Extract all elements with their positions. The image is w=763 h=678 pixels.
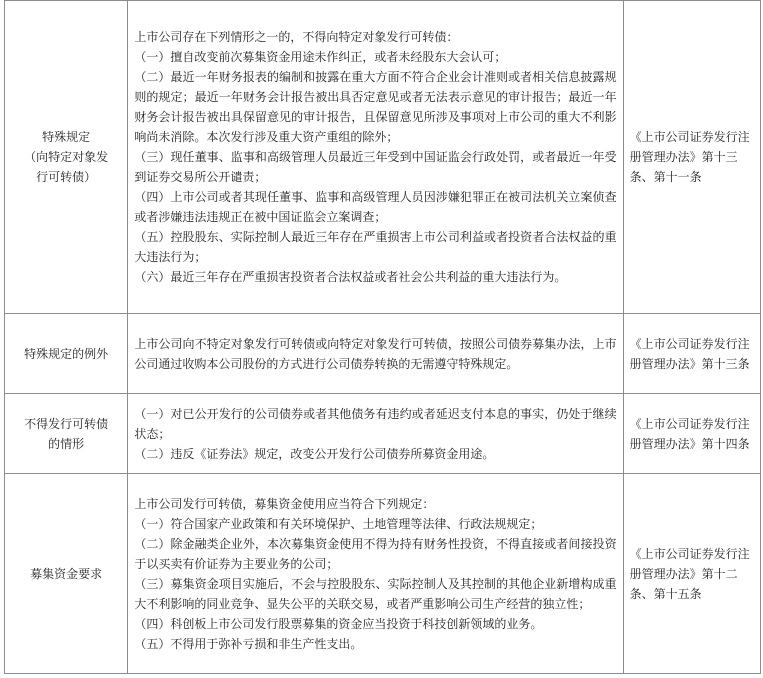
category-line: 行可转债） — [36, 170, 97, 184]
category-line: 募集资金要求 — [30, 566, 103, 581]
table-row — [5, 474, 761, 674]
table-row — [5, 1, 761, 314]
content-paragraph: （六）最近三年存在严重损害投资者合法权益或者社会公共利益的重大违法行为。 — [134, 270, 567, 284]
content-paragraph: （三）募集资金项目实施后，不会与控股股东、实际控制人及其控制的其他企业新增构成重大不利影响的同业竞争、显失公平的关联交易，或者严重影响公司生产经营的独立性； — [134, 576, 617, 611]
content-paragraph: （一）对已公开发行的公司债券或者其他债务有违约或者延迟支付本息的事实，仍处于继续状态； — [134, 406, 617, 441]
source-cell: 《上市公司证券发行注册管理办法》第十二条、第十五条 — [623, 474, 760, 674]
category-line: 不得发行可转债 — [24, 416, 109, 431]
content-paragraph: （五）不得用于弥补亏损和非生产性支出。 — [134, 636, 363, 651]
content-cell — [128, 314, 623, 394]
content-paragraph: （一）擅自改变前次募集资金用途未作纠正，或者未经股东大会认可； — [134, 50, 507, 64]
source-cell: 《上市公司证券发行注册管理办法》第十四条 — [623, 394, 760, 474]
content-paragraph: （四）科创板上市公司发行股票募集的资金应当投资于科技创新领域的业务。 — [134, 616, 543, 631]
category-line: （向特定对象发 — [24, 150, 109, 164]
source-cell: 《上市公司证券发行注册管理办法》第十三条、第十一条 — [623, 1, 760, 314]
category-line: 特殊规定 — [42, 130, 91, 144]
content-cell — [128, 1, 623, 314]
category-cell — [5, 1, 128, 314]
category-line: 特殊规定的例外 — [24, 346, 109, 361]
content-cell — [128, 474, 623, 674]
content-paragraph: （五）控股股东、实际控制人最近三年存在严重损害上市公司利益或者投资者合法权益的重大违法行为； — [134, 230, 617, 264]
source-cell: 《上市公司证券发行注册管理办法》第十三条 — [623, 314, 760, 394]
content-paragraph: 上市公司向不特定对象发行可转债或向特定对象发行可转债，按照公司债券募集办法，上市公司通过收购本公司股份的方式进行公司债券转换的无需遵守特殊规定。 — [134, 336, 617, 371]
content-cell — [128, 394, 623, 474]
content-paragraph: （三）现任董事、监事和高级管理人员最近三年受到中国证监会行政处罚，或者最近一年受到证券交易所公开谴责； — [134, 150, 617, 184]
regulation-table — [4, 0, 761, 674]
content-paragraph: （四）上市公司或者其现任董事、监事和高级管理人员因涉嫌犯罪正在被司法机关立案侦查或者涉嫌违法违规正在被中国证监会立案调查； — [134, 190, 617, 224]
content-paragraph: （二）违反《证券法》规定，改变公开发行公司债券所募资金用途。 — [134, 446, 495, 461]
content-paragraph: （一）符合国家产业政策和有关环境保护、土地管理等法律、行政法规规定； — [134, 516, 543, 531]
content-paragraph: 上市公司发行可转债，募集资金使用应当符合下列规定： — [134, 496, 435, 511]
table-row — [5, 394, 761, 474]
category-cell — [5, 474, 128, 674]
content-paragraph: （二）最近一年财务报表的编制和披露在重大方面不符合企业会计准则或者相关信息披露规则的规定；最近一年财务会计报告被出具否定意见或者无法表示意见的审计报告；最近一年财务会计报告被出具保留意见的审计报告，且保留意见所涉及事项对上市公司的重大不利影响尚未消除。本次发行涉及重大资产重组的除外； — [134, 70, 617, 144]
category-line: 的情形 — [48, 436, 85, 451]
table-row — [5, 314, 761, 394]
content-paragraph: （二）除金融类企业外，本次募集资金使用不得为持有财务性投资，不得直接或者间接投资于以买卖有价证券为主要业务的公司； — [134, 536, 617, 571]
category-cell — [5, 394, 128, 474]
content-paragraph: 上市公司存在下列情形之一的，不得向特定对象发行可转债： — [134, 30, 459, 44]
category-cell — [5, 314, 128, 394]
